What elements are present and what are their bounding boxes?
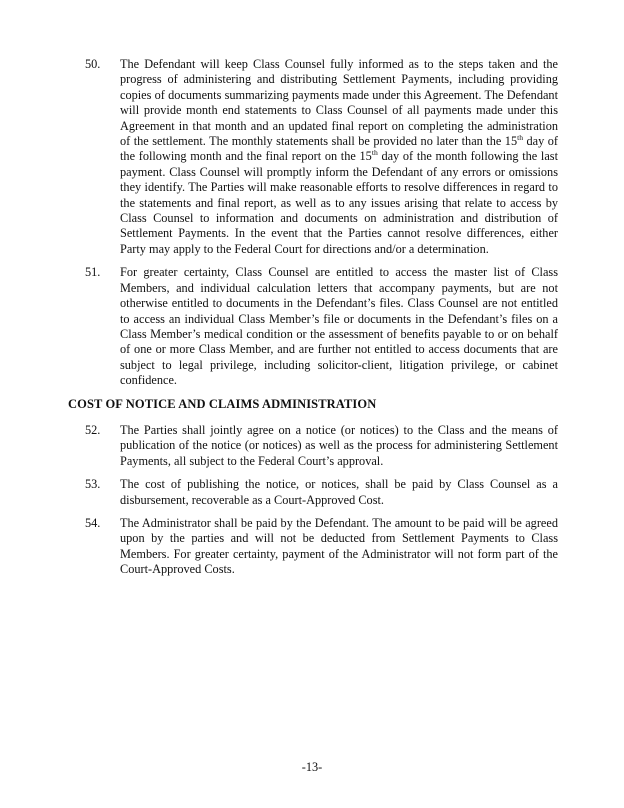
paragraph-number: 53. bbox=[85, 477, 101, 492]
paragraph-number: 50. bbox=[85, 57, 101, 71]
section-heading: COST OF NOTICE AND CLAIMS ADMINISTRATION bbox=[68, 396, 377, 411]
paragraph-text: The Parties shall jointly agree on a notice (or notices) to the Class and the means of publication of the notice (or notices) as well as the process for administering Settlement Payments, all subject to the Federal Court’s approval. bbox=[120, 422, 558, 468]
paragraph-text: The Defendant will keep Class Counsel fully informed as to the steps taken and the progress of administering and distributing Settlement Payments, including providing copies of documents summarizing payments made under this Agreement. The Defendant will provide month end statements to Class Counsel of all payments made under this Agreement in that month and an updated final report on completing the administration of the settlement. The monthly statements shall be provided no later than the 15th day of the following month and the final report on the 15th day of the month following the last payment. Class Counsel will promptly inform the Defendant of any errors or omissions they identify. The Parties will make reasonable efforts to resolve differences in regard to the statements and final report, as well as to any issues arising that relate to access by Class Counsel to information and documents on administration and distribution of Settlement Payments. In the event that the Parties cannot resolve differences, either Party may apply to the Federal Court for directions and/or a determination. bbox=[120, 57, 558, 256]
paragraph-number: 54. bbox=[85, 515, 101, 530]
numbered-paragraph bbox=[68, 57, 558, 257]
paragraph-number: 52. bbox=[85, 422, 101, 437]
page-number: -13- bbox=[301, 760, 323, 774]
numbered-paragraph bbox=[68, 477, 558, 508]
numbered-paragraph bbox=[68, 265, 558, 388]
paragraph-number: 51. bbox=[85, 265, 101, 280]
paragraph-text: The Administrator shall be paid by the Defendant. The amount to be paid will be agreed upon by the parties and will not be deducted from Settlement Payments to Class Members. For greater certainty, payment of the Administrator will not form part of the Court-Approved Costs. bbox=[120, 515, 558, 577]
paragraph-text: The cost of publishing the notice, or notices, shall be paid by Class Counsel as a disbursement, recoverable as a Court-Approved Cost. bbox=[120, 477, 558, 507]
numbered-paragraph bbox=[68, 423, 558, 469]
numbered-paragraph bbox=[68, 516, 558, 578]
paragraph-text: For greater certainty, Class Counsel are entitled to access the master list of Class Members, and individual calculation letters that accompany payments, but are not otherwise entitled to documents in the Defendant’s files. Class Counsel are not entitled to access an individual Class Member’s file or documents in the Defendant’s files on a Class Member’s medical condition or the assessment of benefits payable to or on behalf of one or more Class Member, and are further not entitled to access documents that are subject to legal privilege, including solicitor-client, litigation privilege, or cabinet confidence. bbox=[120, 265, 558, 388]
document-body bbox=[68, 57, 558, 586]
